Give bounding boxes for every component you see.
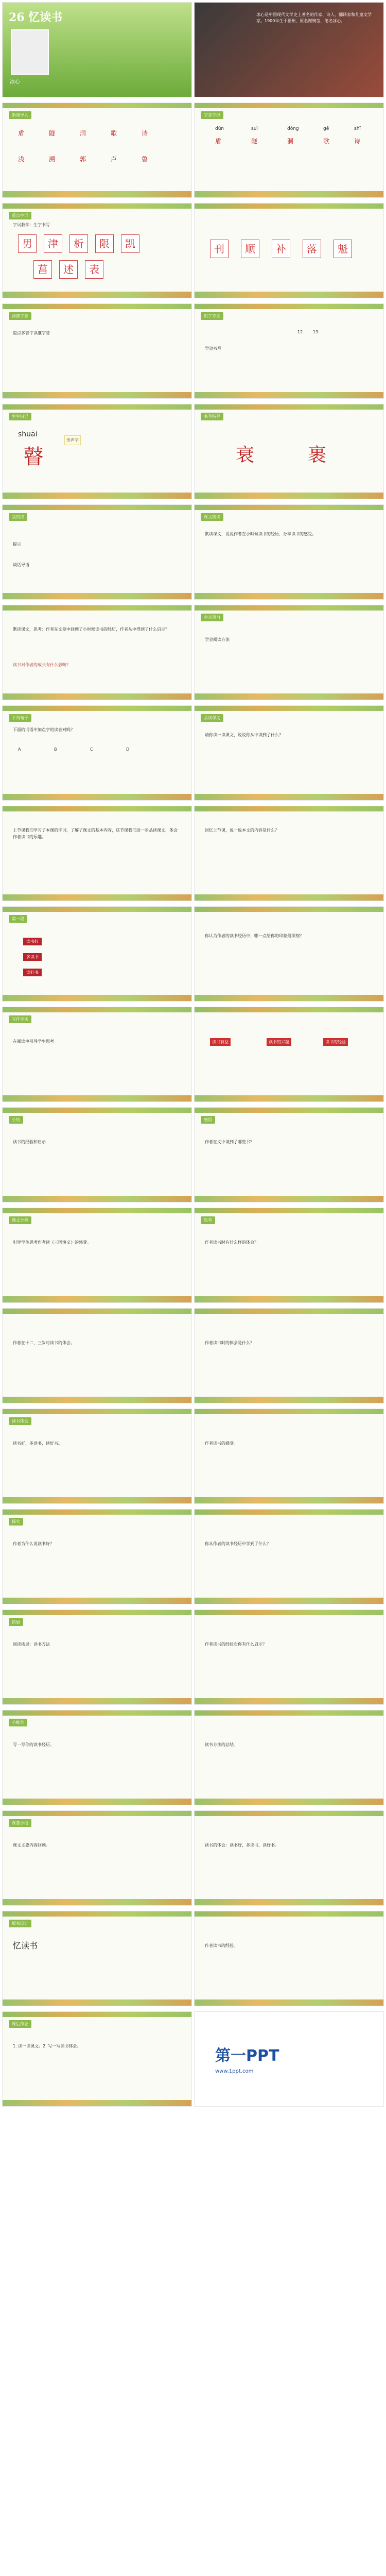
slide-tag: 小练笔 bbox=[9, 1719, 27, 1726]
char-1: 盾 bbox=[215, 138, 222, 145]
slide-text: 作者为什么说读书好？ bbox=[13, 1541, 54, 1546]
slide-text: 在阅读中引导学生思考 bbox=[13, 1039, 54, 1044]
pinyin-5: shī bbox=[354, 126, 361, 131]
opt-a: A bbox=[18, 747, 21, 752]
slide-41 bbox=[2, 2011, 192, 2107]
pinyin-3: dòng bbox=[287, 126, 299, 131]
slide-30 bbox=[194, 1409, 384, 1504]
slide-13 bbox=[2, 605, 192, 700]
word-8: 郭 bbox=[80, 156, 86, 163]
slide-tag: 探究 bbox=[9, 1518, 23, 1526]
slide-40 bbox=[194, 1911, 384, 2006]
slide-11 bbox=[2, 504, 192, 600]
slide-text: 忆读书 bbox=[13, 1941, 38, 1951]
word-3: 洞 bbox=[80, 130, 86, 137]
slide-tag: 读书体会 bbox=[9, 1417, 31, 1425]
label-1: 读书有益 bbox=[210, 1038, 231, 1046]
slide-3 bbox=[2, 103, 192, 198]
slide-12 bbox=[194, 504, 384, 600]
slide-4 bbox=[194, 103, 384, 198]
slide-tag: 字音预习 bbox=[201, 614, 223, 621]
slide-text: 课文主要内容回顾。 bbox=[13, 1843, 50, 1848]
box-6: 菖 bbox=[33, 260, 52, 279]
char-2: 裹 bbox=[308, 445, 327, 466]
slide-tag: 思考 bbox=[201, 1216, 215, 1224]
slide-tag: 读准字音 bbox=[9, 312, 31, 320]
slide-tag: 字音字形 bbox=[201, 111, 223, 119]
slide-15 bbox=[2, 705, 192, 801]
slide-text: 重点多音字读准字音 bbox=[13, 331, 50, 335]
slide-text: 学会书写 bbox=[205, 346, 221, 351]
box-5: 凯 bbox=[121, 234, 139, 253]
intro-text: 冰心是中国现代文学史上著名的作家、诗人、翻译家和儿童文学家。1900年生于福州，原名谢婉莹，笔名冰心。 bbox=[256, 12, 372, 23]
line-3: 读好书 bbox=[23, 969, 42, 976]
line-1: 读书好 bbox=[23, 938, 42, 945]
slide-16 bbox=[194, 705, 384, 801]
line-text: 字词教学：生字书写 bbox=[13, 223, 50, 227]
slide-10 bbox=[194, 404, 384, 499]
slide-text: 默读课文，说说作者在小时候读书的经历，分享读书的感受。 bbox=[205, 532, 316, 536]
slide-18 bbox=[194, 806, 384, 901]
slide-tag: 识字方法 bbox=[201, 312, 223, 320]
slide-tag: 课文朗读 bbox=[201, 513, 223, 521]
slide-text: 默读课文，思考：作者在文章中回顾了小时候读书的经历，作者从中得到了什么启示？ bbox=[13, 627, 169, 632]
slide-tag: 生字识记 bbox=[9, 413, 31, 420]
slide-tag: 下列句子 bbox=[9, 714, 31, 722]
slide-text: 读书的经验和启示 bbox=[13, 1140, 46, 1144]
slide-tag: 书写指导 bbox=[201, 413, 223, 420]
slide-17 bbox=[2, 806, 192, 901]
slide-text: 回忆上节课，说一说本文的内容是什么？ bbox=[205, 828, 279, 833]
word-2: 隧 bbox=[49, 130, 56, 137]
slide-tag: 第一段 bbox=[9, 915, 27, 923]
slide-text: 请你读一读课文，说说你从中读到了什么？ bbox=[205, 733, 283, 737]
char-5: 诗 bbox=[354, 138, 361, 145]
slide-tag: 板书设计 bbox=[9, 1920, 31, 1927]
box-4: 限 bbox=[95, 234, 114, 253]
opt-c: C bbox=[90, 747, 93, 752]
slide-text: 阅读拓展：读书方法 bbox=[13, 1642, 50, 1647]
box-1: 刊 bbox=[210, 240, 229, 258]
slide-text: 作者读书的经验。 bbox=[205, 1943, 238, 1948]
box-2: 顺 bbox=[241, 240, 259, 258]
box-4: 落 bbox=[303, 240, 321, 258]
slide-tag: 新课导入 bbox=[9, 111, 31, 119]
box-1: 男 bbox=[18, 234, 37, 253]
slide-39 bbox=[2, 1911, 192, 2006]
cover-title: 26 忆读书 bbox=[9, 11, 63, 24]
pinyin-4: gē bbox=[323, 126, 329, 131]
slide-tag: 写作手法 bbox=[9, 1015, 31, 1023]
slide-sub: 读书对作者的成长有什么影响？ bbox=[13, 663, 71, 667]
word-9: 卢 bbox=[111, 156, 117, 163]
char-1: 衰 bbox=[236, 445, 255, 466]
slide-25 bbox=[2, 1208, 192, 1303]
slide-38 bbox=[194, 1810, 384, 1906]
slide-text: 读书好，多读书，读好书。 bbox=[13, 1441, 62, 1446]
word-7: 溯 bbox=[49, 156, 56, 163]
box-7: 述 bbox=[59, 260, 78, 279]
slide-tag: 课后作业 bbox=[9, 2020, 31, 2028]
pinyin: shuāi bbox=[18, 430, 38, 438]
slide-14 bbox=[194, 605, 384, 700]
slide-24 bbox=[194, 1107, 384, 1202]
slide-text: 写一写你的读书经历。 bbox=[13, 1742, 54, 1747]
slide-text: 1. 读一读课文。2. 写一写读书体会。 bbox=[13, 2044, 81, 2048]
big-char: 瞽 bbox=[23, 445, 44, 469]
author-photo bbox=[11, 29, 49, 75]
word-1: 盾 bbox=[18, 130, 25, 137]
slide-21 bbox=[2, 1007, 192, 1102]
opt-d: D bbox=[126, 747, 130, 752]
word-10: 鲁 bbox=[142, 156, 148, 163]
char-note: 形声字 bbox=[64, 435, 81, 445]
slide-8 bbox=[194, 303, 384, 399]
slide-37 bbox=[2, 1810, 192, 1906]
line-2: 谈话导语 bbox=[13, 563, 29, 567]
slide-7 bbox=[2, 303, 192, 399]
slide-text: 作者读书的感受。 bbox=[205, 1441, 238, 1446]
slide-19 bbox=[2, 906, 192, 1002]
char-4: 歌 bbox=[323, 138, 330, 145]
box-3: 析 bbox=[69, 234, 88, 253]
slide-20 bbox=[194, 906, 384, 1002]
word-4: 歌 bbox=[111, 130, 117, 137]
brand-sub: www.1ppt.com bbox=[215, 2069, 254, 2074]
slide-29 bbox=[2, 1409, 192, 1504]
slide-text: 引导学生思考作者读《三国演义》的感受。 bbox=[13, 1240, 91, 1245]
slide-text: 作者在十二、三岁时读书的体会。 bbox=[13, 1341, 75, 1345]
char-2: 隧 bbox=[251, 138, 258, 145]
slide-33 bbox=[2, 1609, 192, 1705]
opt-b: B bbox=[54, 747, 57, 752]
pinyin-2: suì bbox=[251, 126, 258, 131]
slide-36 bbox=[194, 1710, 384, 1805]
slide-32 bbox=[194, 1509, 384, 1604]
num-1: 12 bbox=[297, 330, 303, 334]
slide-6 bbox=[194, 203, 384, 298]
slide-cover bbox=[2, 2, 192, 97]
slide-tag: 课文分析 bbox=[9, 1216, 31, 1224]
brand: 第一PPT bbox=[215, 2047, 279, 2065]
slide-text: 下面的词语中加点字的读音对吗？ bbox=[13, 727, 75, 732]
box-8: 表 bbox=[85, 260, 103, 279]
slide-text: 作者读书时有什么样的体会？ bbox=[205, 1240, 258, 1245]
slide-tag: 感悟 bbox=[201, 1116, 215, 1124]
cover-author: 冰心 bbox=[10, 79, 20, 85]
slide-text: 你从作者的读书经历中学到了什么？ bbox=[205, 1541, 271, 1546]
slide-42 bbox=[194, 2011, 384, 2107]
line-2: 多读书 bbox=[23, 953, 42, 961]
word-6: 浅 bbox=[18, 156, 25, 163]
slide-text: 学会阅读方法 bbox=[205, 637, 230, 642]
slide-tag: 重点字词 bbox=[9, 212, 31, 219]
box-5: 魁 bbox=[334, 240, 352, 258]
slide-tag: 我的诗 bbox=[9, 513, 27, 521]
slide-text: 作者读书时的体会是什么？ bbox=[205, 1341, 254, 1345]
slide-35 bbox=[2, 1710, 192, 1805]
slide-31 bbox=[2, 1509, 192, 1604]
word-5: 诗 bbox=[142, 130, 148, 137]
slide-text: 作者读书的经验对你有什么启示？ bbox=[205, 1642, 267, 1647]
slide-text: 读书方法的总结。 bbox=[205, 1742, 238, 1747]
slide-tag: 小结 bbox=[9, 1116, 23, 1124]
box-3: 补 bbox=[272, 240, 290, 258]
slide-tag: 课堂小结 bbox=[9, 1819, 31, 1827]
char-3: 洞 bbox=[287, 138, 294, 145]
pinyin-1: dùn bbox=[215, 126, 224, 131]
slide-text: 你认为作者的读书经历中，哪一点给你的印象最深刻？ bbox=[205, 934, 304, 938]
slide-tag: 品读课文 bbox=[201, 714, 223, 722]
num-2: 13 bbox=[313, 330, 319, 334]
slide-26 bbox=[194, 1208, 384, 1303]
label-2: 读书的兴趣 bbox=[267, 1038, 291, 1046]
slide-34 bbox=[194, 1609, 384, 1705]
slide-9 bbox=[2, 404, 192, 499]
slide-text: 读书的体会：读书好，多读书，读好书。 bbox=[205, 1843, 279, 1848]
slide-text: 上节课我们学习了本课的字词，了解了课文的基本内容，这节课我们进一步品读课文，体会作者读书的乐趣。 bbox=[13, 828, 178, 839]
line-1: 提示 bbox=[13, 542, 21, 547]
slide-23 bbox=[2, 1107, 192, 1202]
slide-28 bbox=[194, 1308, 384, 1403]
slide-text: 作者在文中谈到了哪些书？ bbox=[205, 1140, 254, 1144]
box-2: 津 bbox=[44, 234, 62, 253]
slide-tag: 拓展 bbox=[9, 1618, 23, 1626]
slide-intro bbox=[194, 2, 384, 97]
label-3: 读书的经验 bbox=[323, 1038, 348, 1046]
slide-27 bbox=[2, 1308, 192, 1403]
slide-22 bbox=[194, 1007, 384, 1102]
slide-5 bbox=[2, 203, 192, 298]
